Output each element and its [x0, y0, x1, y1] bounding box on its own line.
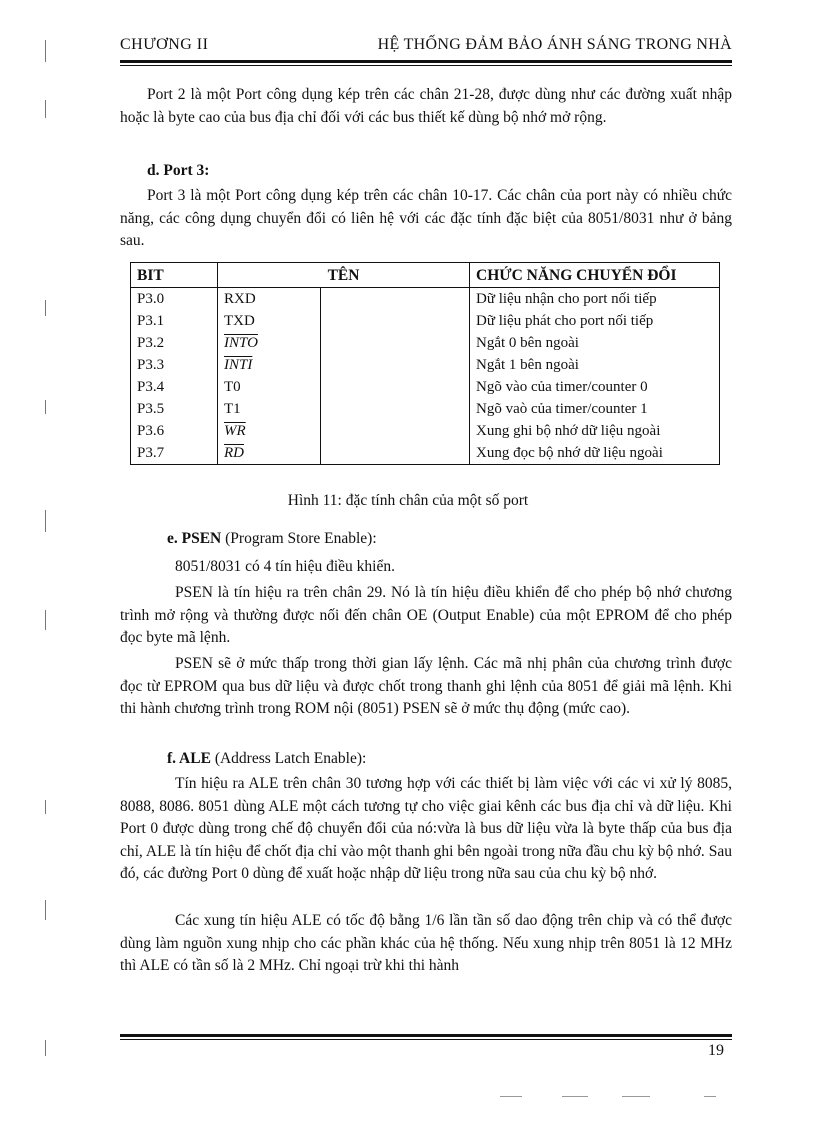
paragraph-port3: Port 3 là một Port công dụng kép trên các chân 10-17. Các chân của port này có nhiều chức năng, các công dụng chuyển đổi có liên hệ với các đặc tính đặc biệt của 8051/8031 như ở bảng sau. — [120, 187, 732, 249]
scan-mark — [45, 610, 46, 630]
cell-name: RXD — [218, 288, 321, 311]
table-row — [131, 310, 720, 332]
scan-mark — [45, 800, 46, 814]
heading-psen: e. PSEN (Program Store Enable): — [167, 530, 377, 547]
page-header — [120, 36, 732, 62]
header-function: CHỨC NĂNG CHUYỂN ĐỔI — [470, 263, 720, 288]
cell-empty — [321, 288, 470, 311]
header-rule-thick — [120, 60, 732, 63]
header-rule-thin — [120, 65, 732, 66]
cell-empty — [321, 376, 470, 398]
cell-name: INTI — [218, 354, 321, 376]
cell-bit: P3.5 — [131, 398, 218, 420]
table-row — [131, 332, 720, 354]
paragraph-port2: Port 2 là một Port công dụng kép trên các chân 21-28, được dùng như các đường xuất nhập hoặc là byte cao của bus địa chỉ đối với các bus thiết kế dùng bộ nhớ mở rộng. — [120, 86, 732, 126]
page-number: 19 — [708, 1042, 724, 1059]
cell-empty — [321, 354, 470, 376]
table-row — [131, 288, 720, 311]
scan-mark — [45, 400, 46, 414]
cell-bit: P3.7 — [131, 442, 218, 465]
table-row — [131, 376, 720, 398]
cell-bit: P3.2 — [131, 332, 218, 354]
scan-mark — [45, 40, 46, 62]
chapter-label: CHƯƠNG II — [120, 36, 209, 53]
heading-port3: d. Port 3: — [147, 162, 210, 179]
scan-mark — [622, 1096, 650, 1097]
paragraph-psen-2: PSEN sẽ ở mức thấp trong thời gian lấy lệnh. Các mã nhị phân của chương trình được đọc từ EPROM qua bus dữ liệu và được chốt trong thanh ghi lệnh của 8051 để giải mã lệnh. Khi thi hành chương trình trong ROM nội (8051) PSEN sẽ ở mức thụ động (mức cao). — [120, 655, 732, 717]
table-row — [131, 354, 720, 376]
cell-empty — [321, 398, 470, 420]
table-row — [131, 442, 720, 465]
scan-mark — [562, 1096, 588, 1097]
cell-empty — [321, 310, 470, 332]
table-row — [131, 398, 720, 420]
cell-bit: P3.0 — [131, 288, 218, 311]
cell-name: TXD — [218, 310, 321, 332]
cell-empty — [321, 332, 470, 354]
port3-table — [130, 262, 720, 465]
cell-function: Ngõ vào của timer/counter 0 — [476, 378, 648, 395]
cell-bit: P3.3 — [131, 354, 218, 376]
scan-mark — [45, 100, 46, 118]
table-header-row — [131, 263, 720, 288]
footer-rule-thick — [120, 1034, 732, 1037]
chapter-title: HỆ THỐNG ĐẢM BẢO ÁNH SÁNG TRONG NHÀ — [377, 36, 732, 53]
footer-rule-thin — [120, 1039, 732, 1040]
cell-function: Dữ liệu phát cho port nối tiếp — [476, 312, 654, 329]
scan-mark — [45, 900, 46, 920]
paragraph-ale-2: Các xung tín hiệu ALE có tốc độ bằng 1/6 lần tần số dao động trên chip và có thể được dùng làm nguồn xung nhịp cho các phần khác của hệ thống. Nếu xung nhịp trên 8051 là 12 MHz thì ALE có tần số là 2 MHz. Chỉ ngoại trừ khi thi hành — [120, 912, 732, 974]
paragraph-signals: 8051/8031 có 4 tín hiệu điều khiển. — [175, 558, 395, 575]
cell-empty — [321, 442, 470, 465]
scan-mark — [500, 1096, 522, 1097]
heading-ale: f. ALE (Address Latch Enable): — [167, 750, 367, 767]
table-row — [131, 420, 720, 442]
cell-function: Xung ghi bộ nhớ dữ liệu ngoài — [476, 422, 661, 439]
cell-bit: P3.1 — [131, 310, 218, 332]
header-bit: BIT — [131, 263, 218, 288]
cell-bit: P3.6 — [131, 420, 218, 442]
cell-function: Ngõ vaò của timer/counter 1 — [476, 400, 648, 417]
cell-name: T0 — [218, 376, 321, 398]
cell-empty — [321, 420, 470, 442]
cell-bit: P3.4 — [131, 376, 218, 398]
paragraph-psen-1: PSEN là tín hiệu ra trên chân 29. Nó là tín hiệu điều khiển để cho phép bộ nhớ chương trình mở rộng và thường được nối đến chân OE (Output Enable) của một EPROM để cho phép đọc byte mã lệnh. — [120, 584, 732, 646]
scan-mark — [45, 1040, 46, 1056]
figure-caption: Hình 11: đặc tính chân của một số port — [287, 492, 529, 509]
cell-name: T1 — [218, 398, 321, 420]
cell-function: Dữ liệu nhận cho port nối tiếp — [476, 290, 657, 307]
paragraph-ale-1: Tín hiệu ra ALE trên chân 30 tương hợp với các thiết bị làm việc với các vi xử lý 8085, 8088, 8086. 8051 dùng ALE một cách tương tự cho việc giai kênh các bus địa chỉ và dữ liệu. Khi Port 0 được dùng trong chế độ chuyển đổi của nó:vừa là bus dữ liệu vừa là byte thấp của bus địa chỉ, ALE là tín hiệu để chốt địa chỉ vào một thanh ghi bên ngoài trong nữa đầu chu kỳ bộ nhớ. Sau đó, các đường Port 0 dùng để xuất hoặc nhập dữ liệu trong nữa sau của chu kỳ bộ nhớ. — [120, 775, 732, 882]
cell-name: $\overline{RD}$ — [218, 442, 321, 465]
cell-function: Ngắt 0 bên ngoài — [476, 334, 579, 351]
cell-function: Ngắt 1 bên ngoài — [476, 356, 579, 373]
scan-mark — [45, 510, 46, 532]
cell-name: $\overline{WR}$ — [218, 420, 321, 442]
cell-name: INTO — [218, 332, 321, 354]
cell-function: Xung đọc bộ nhớ dữ liệu ngoài — [476, 444, 663, 461]
scan-mark — [45, 300, 46, 316]
scan-mark — [704, 1096, 716, 1097]
header-name: TÊN — [218, 263, 470, 288]
